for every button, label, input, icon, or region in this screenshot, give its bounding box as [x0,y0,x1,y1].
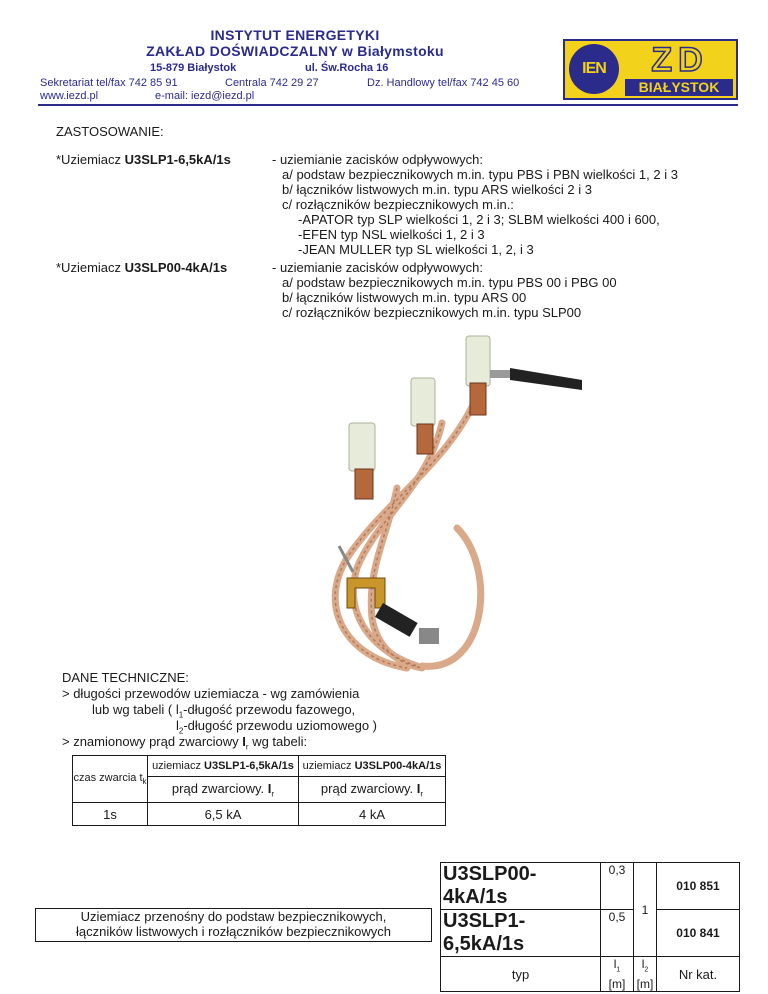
l1-sub: 1 [178,710,184,720]
sub-sub: r [420,789,424,799]
description-line: łączników listwowych i rozłączników bezpiecznikowych [75,924,391,939]
l1-unit: [m] [608,977,626,992]
sub-symbol: I [267,780,272,796]
tech-line-current [62,734,307,752]
tech-heading: DANE TECHNICZNE: [62,670,189,685]
sub-label: prąd zwarciowy. [320,780,417,796]
sub-label: prąd zwarciowy. [171,780,268,796]
usage-heading: ZASTOSOWANIE: [56,124,164,139]
description-line: Uziemiacz przenośny do podstaw bezpiecznikowych, [80,909,387,924]
company-logo [563,39,738,100]
catalog-l2-header [634,957,657,992]
usage-item-2-model: U3SLP00-4kA/1s [124,260,228,275]
clamp-head [349,423,375,499]
current-suffix: wg tabeli: [248,734,308,749]
cable [422,528,481,666]
l2-sub: 2 [178,726,184,736]
usage-item-2-prefix: *Uziemiacz [56,260,125,275]
subheader-current-1 [148,777,299,803]
usage-item-1-model: U3SLP1-6,5kA/1s [124,152,231,167]
header-divider [38,104,738,106]
usage-item-1-line: c/ rozłączników bezpiecznikowych m.in.: [282,197,514,212]
usage-item-2-line: b/ łączników listwowych m.in. typu ARS 00 [282,290,527,305]
sub-sub: r [271,789,275,799]
subheader-current-2 [299,777,446,803]
logo-zd: ZD [651,41,709,79]
tech-line-l1 [92,702,355,720]
sales-phone: Dz. Handlowy tel/fax 742 45 60 [367,77,520,89]
usage-item-1-prefix: *Uziemiacz [56,152,125,167]
catalog-table [440,862,740,992]
usage-item-1-line: -EFEN typ NSL wielkości 1, 2 i 3 [298,227,485,242]
sekretariat-phone: Sekretariat tel/fax 742 85 91 [40,77,178,89]
col1-prefix: uziemiacz [152,760,205,773]
usage-item-1-desc: - uziemianie zacisków odpływowych: [272,152,483,167]
catalog-l1: 0,3 [601,863,634,910]
letterhead [0,0,768,110]
l2-unit: [m] [636,977,654,992]
tech-line-length: > długości przewodów uziemiacza - wg zamówienia [62,686,360,701]
usage-item-2-line: a/ podstaw bezpiecznikowych m.in. typu PBS 00 i PBG 00 [282,275,617,290]
usage-item-1-line: a/ podstaw bezpiecznikowych m.in. typu PBS i PBN wielkości 1, 2 i 3 [282,167,678,182]
l1-label: $l_1$ [613,957,621,974]
product-description-box [35,908,432,942]
catalog-l1-header [601,957,634,992]
website-link[interactable]: www.iezd.pl [40,90,99,102]
short-circuit-table [72,755,446,826]
usage-item-2-title [56,260,227,275]
usage-item-1-line: b/ łączników listwowych m.in. typu ARS wielkości 2 i 3 [282,182,592,197]
catalog-nr: 010 851 [657,863,740,910]
current-sub: r [245,742,249,752]
usage-item-1-line: -APATOR typ SLP wielkości 1, 2 i 3; SLBM wielkości 400 i 600, [298,212,660,227]
catalog-nr-label: Nr kat. [657,957,740,992]
cell-current-2: 4 kA [299,803,446,826]
product-photo [287,328,627,696]
logo-city: BIAŁYSTOK [625,79,733,96]
current-symbol: I [242,734,246,749]
time-header-sub: k [142,777,147,787]
col2-prefix: uziemiacz [302,760,355,773]
col-header-model-1 [148,756,299,777]
usage-item-2-desc: - uziemianie zacisków odpływowych: [272,260,483,275]
catalog-typ-label: typ [441,957,601,992]
l2-label: $l_2$ [641,957,649,974]
l2-prefix: l [176,718,179,733]
tech-line-l2 [176,718,377,736]
time-header-text: czas zwarcia t [73,771,143,784]
usage-item-1-title [56,152,231,167]
usage-item-2-line: c/ rozłączników bezpiecznikowych m.in. typu SLP00 [282,305,582,320]
catalog-l2: 1 [634,863,657,957]
cell-current-1: 6,5 kA [148,803,299,826]
l1-prefix: lub wg tabeli ( l [92,702,179,717]
institute-name: INSTYTUT ENERGETYKI [210,27,380,43]
email-link[interactable]: e-mail: iezd@iezd.pl [155,90,255,102]
col2-model: U3SLP00-4kA/1s [354,760,442,773]
current-prefix: > znamionowy prąd zwarciowy [62,734,243,749]
street-address: ul. Św.Rocha 16 [305,62,389,74]
department-name: ZAKŁAD DOŚWIADCZALNY w Białymstoku [146,43,444,59]
postal-code: 15-879 Białystok [150,62,237,74]
catalog-nr: 010 841 [657,910,740,957]
col-header-time [73,756,148,803]
clamp-head [466,336,582,415]
catalog-l1: 0,5 [601,910,634,957]
clamp-head [411,378,435,454]
l1-text: -długość przewodu fazowego, [183,702,356,717]
centrala-phone: Centrala 742 29 27 [225,77,319,89]
col-header-model-2 [299,756,446,777]
catalog-model: U3SLP1-6,5kA/1s [441,910,601,957]
col1-model: U3SLP1-6,5kA/1s [204,760,294,773]
sub-symbol: I [416,780,421,796]
cell-time: 1s [73,803,148,826]
catalog-model: U3SLP00-4kA/1s [441,863,601,910]
l2-text: -długość przewodu uziomowego ) [183,718,377,733]
earth-clamp [339,546,439,644]
logo-circle: IEN [569,44,619,94]
usage-item-1-line: -JEAN MULLER typ SL wielkości 1, 2, i 3 [298,242,534,257]
